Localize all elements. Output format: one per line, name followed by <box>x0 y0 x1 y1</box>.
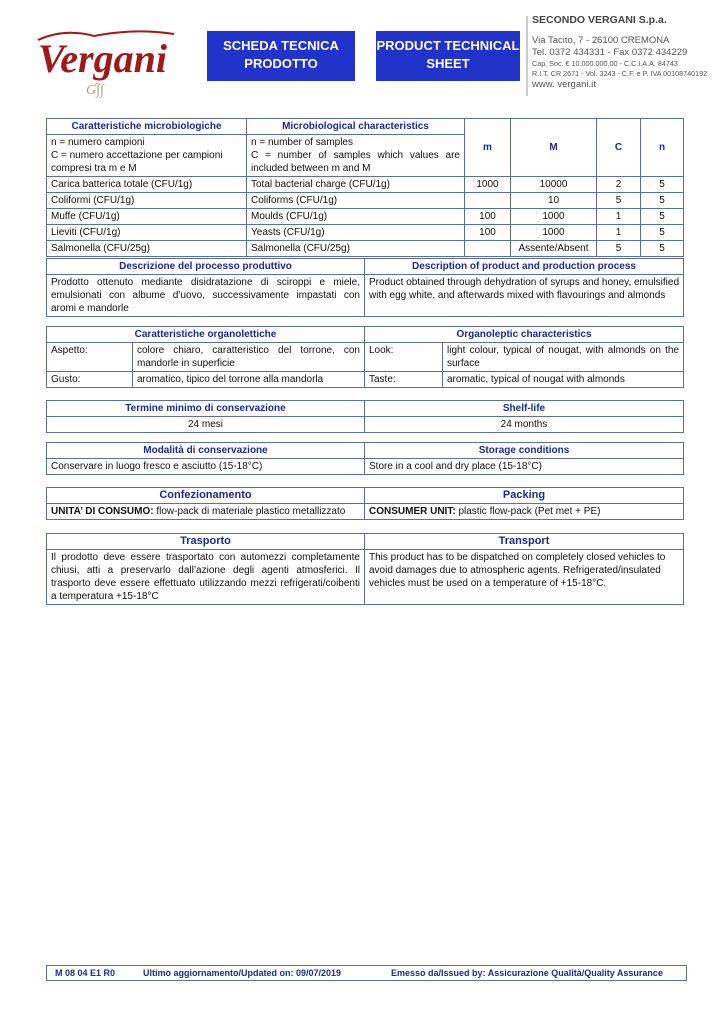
row-C: 2 <box>597 177 641 193</box>
document-header <box>0 0 726 110</box>
row-C: 1 <box>597 225 641 241</box>
storage-value-en: Store in a cool and dry place (15-18°C) <box>365 459 684 475</box>
company-name: SECONDO VERGANI S.p.a. <box>532 14 667 26</box>
storage-head-en: Storage conditions <box>365 443 684 459</box>
shelf-head-it: Termine minimo di conservazione <box>47 401 365 417</box>
packing-head-en: Packing <box>365 488 684 504</box>
def-en-c: C = number of samples which values are included between m and M <box>251 150 460 174</box>
col-M: M <box>511 119 597 177</box>
def-it-c: C = numero accettazione per campioni compresi tra m e M <box>51 150 223 174</box>
title-it: SCHEDA TECNICA PRODOTTO <box>207 31 355 81</box>
packing-label-en: CONSUMER UNIT: <box>369 506 456 517</box>
row-it: Lieviti (CFU/1g) <box>47 225 247 241</box>
company-info <box>532 14 722 96</box>
def-en-n: n = number of samples <box>251 137 353 148</box>
organo-head-en: Organoleptic characteristics <box>365 327 684 343</box>
row-M: 1000 <box>511 209 597 225</box>
document-footer <box>46 965 687 981</box>
svg-text:Vergani: Vergani <box>38 36 167 81</box>
packing-head-it: Confezionamento <box>47 488 365 504</box>
packing-table <box>46 487 684 520</box>
company-phone: Tel. 0372 434331 - Fax 0372 434229 <box>532 47 688 58</box>
company-website: www. vergani.it <box>532 79 596 90</box>
company-capital: Cap. Soc. € 10.000.000,00 - C.C.I.A.A. 84743 <box>532 59 678 68</box>
row-m: 100 <box>465 225 511 241</box>
title-en: PRODUCT TECHNICAL SHEET <box>376 31 520 81</box>
process-head-en: Description of product and production process <box>365 259 684 275</box>
organo-value-it: aromatico, tipico del torrone alla mandorla <box>133 372 365 388</box>
row-it: Carica batterica totale (CFU/1g) <box>47 177 247 193</box>
organo-label-en: Taste: <box>365 372 443 388</box>
row-en: Yeasts (CFU/1g) <box>247 225 465 241</box>
row-C: 1 <box>597 209 641 225</box>
company-address: Via Tacito, 7 - 26100 CREMONA <box>532 35 670 46</box>
row-en: Moulds (CFU/1g) <box>247 209 465 225</box>
transport-head-it: Trasporto <box>47 534 365 550</box>
table-row <box>47 177 684 193</box>
row-M: 10000 <box>511 177 597 193</box>
storage-value-it: Conservare in luogo fresco e asciutto (15-18°C) <box>47 459 365 475</box>
shelf-value-en: 24 months <box>365 417 684 433</box>
row-C: 5 <box>597 241 641 257</box>
row-en: Salmonella (CFU/25g) <box>247 241 465 257</box>
packing-text-en: plastic flow-pack (Pet met + PE) <box>455 506 601 517</box>
organo-value-en: aromatic, typical of nougat with almonds <box>443 372 684 388</box>
row-n: 5 <box>641 177 684 193</box>
row-M: 10 <box>511 193 597 209</box>
row-n: 5 <box>641 209 684 225</box>
col-m: m <box>465 119 511 177</box>
row-m <box>465 193 511 209</box>
organo-label-it: Aspetto: <box>47 343 133 372</box>
process-table <box>46 258 684 317</box>
row-m: 100 <box>465 209 511 225</box>
row-M: Assente/Absent <box>511 241 597 257</box>
table-row <box>47 372 684 388</box>
transport-text-en: This product has to be dispatched on completely closed vehicles to avoid damages due to atmospheric agents. Refrigerated/insulated vehicles must be used on a temperature of +15-18°C. <box>365 550 684 605</box>
organoleptic-table <box>46 326 684 388</box>
transport-table <box>46 533 684 605</box>
micro-head-it: Caratteristiche microbiologiche <box>47 119 247 135</box>
row-M: 1000 <box>511 225 597 241</box>
packing-label-it: UNITA’ DI CONSUMO: <box>51 506 154 517</box>
micro-head-en: Microbiological characteristics <box>247 119 465 135</box>
organo-label-en: Look: <box>365 343 443 372</box>
micro-def-en <box>247 135 465 177</box>
company-registry: R.I.T. CR 2671 - Vol. 3243 - C.F. e P. IVA 00108740192 <box>532 69 708 78</box>
storage-table <box>46 442 684 475</box>
issued-by: Emesso da/Issued by: Assicurazione Qualità/Quality Assurance <box>391 968 663 978</box>
document-code: M 08 04 E1 R0 <box>55 968 116 978</box>
micro-table <box>46 118 684 257</box>
storage-head-it: Modalità di conservazione <box>47 443 365 459</box>
organo-head-it: Caratteristiche organolettiche <box>47 327 365 343</box>
row-it: Muffe (CFU/1g) <box>47 209 247 225</box>
organo-value-it: colore chiaro, caratteristico del torrone, con mandorle in superficie <box>133 343 365 372</box>
row-en: Total bacterial charge (CFU/1g) <box>247 177 465 193</box>
table-row <box>47 343 684 372</box>
shelf-head-en: Shelf-life <box>365 401 684 417</box>
table-row <box>47 241 684 257</box>
packing-value-it <box>47 504 365 520</box>
process-text-it: Prodotto ottenuto mediante disidratazione di sciroppi e miele, emulsionati con albume d’uovo, successivamente impastati con aromi e mandorle <box>47 275 365 317</box>
row-n: 5 <box>641 193 684 209</box>
row-en: Coliforms (CFU/1g) <box>247 193 465 209</box>
row-C: 5 <box>597 193 641 209</box>
col-C: C <box>597 119 641 177</box>
update-date: Ultimo aggiornamento/Updated on: 09/07/2019 <box>143 968 342 978</box>
packing-text-it: flow-pack di materiale plastico metallizzato <box>153 506 346 517</box>
packing-value-en <box>365 504 684 520</box>
organo-label-it: Gusto: <box>47 372 133 388</box>
row-m: 1000 <box>465 177 511 193</box>
def-it-n: n = numero campioni <box>51 137 145 148</box>
row-m <box>465 241 511 257</box>
row-it: Salmonella (CFU/25g) <box>47 241 247 257</box>
shelf-value-it: 24 mesi <box>47 417 365 433</box>
vergani-logo <box>34 26 196 98</box>
micro-def-it <box>47 135 247 177</box>
transport-text-it: Il prodotto deve essere trasportato con automezzi completamente chiusi, atti a preservarlo dall’azione degli agenti atmosferici. Il trasporto deve essere effettuato utilizzando mezzi refrigerati/coibenti a temperatura +15-18°C <box>47 550 365 605</box>
process-text-en: Product obtained through dehydration of syrups and honey, emulsified with egg white, and afterwards mixed with flavourings and almonds <box>365 275 684 317</box>
col-n: n <box>641 119 684 177</box>
table-row <box>47 209 684 225</box>
row-n: 5 <box>641 225 684 241</box>
process-head-it: Descrizione del processo produttivo <box>47 259 365 275</box>
row-n: 5 <box>641 241 684 257</box>
row-it: Coliformi (CFU/1g) <box>47 193 247 209</box>
shelf-table <box>46 400 684 433</box>
table-row <box>47 193 684 209</box>
svg-text:Ɠ∫∫: Ɠ∫∫ <box>86 83 104 98</box>
organo-value-en: light colour, typical of nougat, with almonds on the surface <box>443 343 684 372</box>
transport-head-en: Transport <box>365 534 684 550</box>
table-row <box>47 225 684 241</box>
